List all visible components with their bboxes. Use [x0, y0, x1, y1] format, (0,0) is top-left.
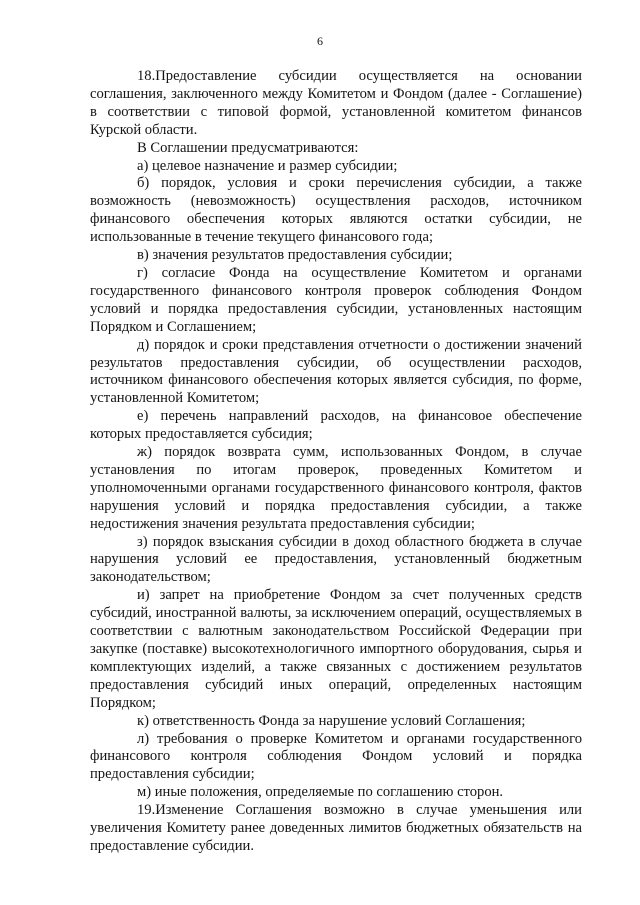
document-body	[90, 68, 582, 856]
list-item-e: е) перечень направлений расходов, на финансовое обеспечение которых предоставляется субсидия;	[90, 408, 582, 443]
list-item-a: а) целевое назначение и размер субсидии;	[137, 157, 398, 174]
page-number: 6	[317, 34, 323, 48]
paragraph-18: 18.Предоставление субсидии осуществляется на основании соглашения, заключенного между Комитетом и Фондом (далее - Соглашение) в соответствии с типовой формой, установленной комитетом финансов Курской области.	[90, 68, 582, 138]
list-item-b: б) порядок, условия и сроки перечисления субсидии, а также возможность (невозможность) осуществления расходов, источником финансового обеспечения которых являются остатки субсидии, не использованные в течение текущего финансового года;	[90, 175, 582, 246]
list-item-v: в) значения результатов предоставления субсидии;	[137, 247, 453, 264]
paragraph-19: 19.Изменение Соглашения возможно в случае уменьшения или увеличения Комитету ранее доведенных лимитов бюджетных обязательств на предоставление субсидии.	[90, 802, 582, 854]
list-item-zh: ж) порядок возврата сумм, использованных Фондом, в случае установления по итогам проверок, проведенных Комитетом и уполномоченными органами государственного финансового контроля, фактов нарушения условий и порядка предоставления субсидии, а также недостижения значения результата предоставления субсидии;	[90, 444, 582, 532]
list-item-m: м) иные положения, определяемые по соглашению сторон.	[137, 784, 504, 801]
paragraph-agreement-intro: В Соглашении предусматриваются:	[137, 139, 359, 156]
list-item-g: г) согласие Фонда на осуществление Комитетом и органами государственного финансового контроля проверок соблюдения Фондом условий и порядка предоставления субсидии, установленных настоящим Порядком и Соглашением;	[90, 264, 582, 335]
list-item-i: и) запрет на приобретение Фондом за счет полученных средств субсидий, иностранной валюты, за исключением операций, осуществляемых в соответствии с валютным законодательством Российской Федерации при закупке (поставке) высокотехнологичного импортного оборудования, сырья и комплектующих изделий, а также связанных с достижением результатов предоставления субсидий иных операций, определенных настоящим Порядком;	[90, 587, 582, 711]
list-item-k: к) ответственность Фонда за нарушение условий Соглашения;	[137, 712, 526, 729]
list-item-z: з) порядок взыскания субсидии в доход областного бюджета в случае нарушения условий ее предоставления, установленный бюджетным законодательством;	[90, 533, 582, 586]
list-item-l: л) требования о проверке Комитетом и органами государственного финансового контроля соблюдения Фондом условий и порядка предоставления субсидии;	[90, 730, 582, 783]
list-item-d: д) порядок и сроки представления отчетности о достижении значений результатов предоставления субсидии, об осуществлении расходов, источником финансового обеспечения которых является субсидия, по форме, установленной Комитетом;	[90, 336, 582, 407]
